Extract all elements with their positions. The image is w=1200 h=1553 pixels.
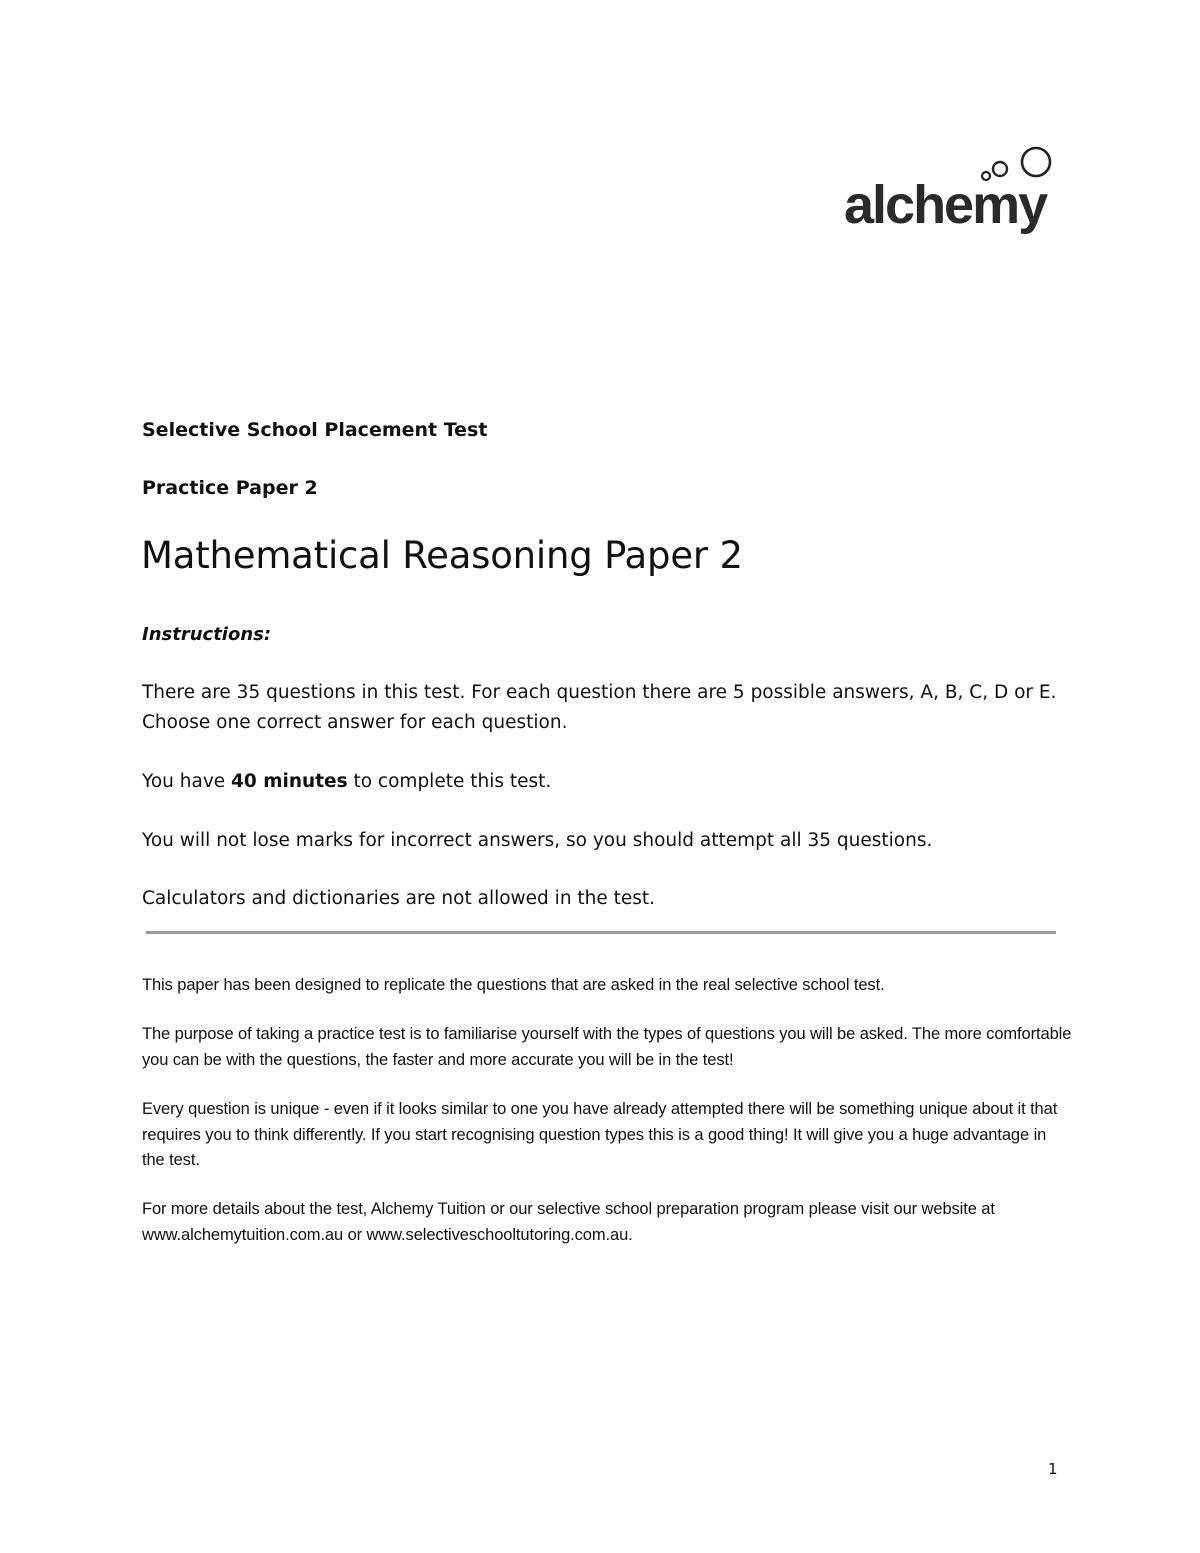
section-divider: [146, 931, 1056, 934]
note-more-details: For more details about the test, Alchemy Tuition or our selective school preparation program please visit our website at www.alchemytuition.com.au or www.selectiveschooltutoring.com.au.: [142, 1200, 995, 1244]
instruction-questions: There are 35 questions in this test. For each question there are 5 possible answers, A, B, C, D or E. Choose one correct answer for each question.: [142, 682, 1057, 733]
instruction-time-prefix: You have: [142, 771, 232, 792]
note-design: This paper has been designed to replicate the questions that are asked in the real selective school test.: [142, 976, 885, 994]
bubbles-icon: [840, 140, 1060, 240]
instruction-time: [142, 767, 1062, 797]
note-unique: Every question is unique - even if it looks similar to one you have already attempted there will be something unique about it that requires you to think differently. If you start recognising question types this is a good thing! It will give you a huge advantage in the test.: [142, 1100, 1058, 1169]
page-title: Mathematical Reasoning Paper 2: [141, 534, 743, 577]
alchemy-logo: [840, 140, 1060, 240]
instruction-marks: You will not lose marks for incorrect answers, so you should attempt all 35 questions.: [142, 830, 933, 851]
instruction-time-duration: 40 minutes: [231, 771, 348, 792]
logo-wordmark: alchemy: [844, 175, 1047, 235]
test-series: Selective School Placement Test: [142, 419, 488, 441]
note-purpose: The purpose of taking a practice test is to familiarise yourself with the types of questions you will be asked. The more comfortable you can be with the questions, the faster and more accurate you will be in the test!: [142, 1025, 1072, 1069]
instruction-time-suffix: to complete this test.: [347, 771, 552, 792]
page-number: 1: [1048, 1460, 1058, 1478]
practice-paper-label: Practice Paper 2: [142, 477, 318, 499]
instruction-calculators: Calculators and dictionaries are not allowed in the test.: [142, 888, 656, 909]
instructions-heading: Instructions:: [142, 624, 272, 645]
